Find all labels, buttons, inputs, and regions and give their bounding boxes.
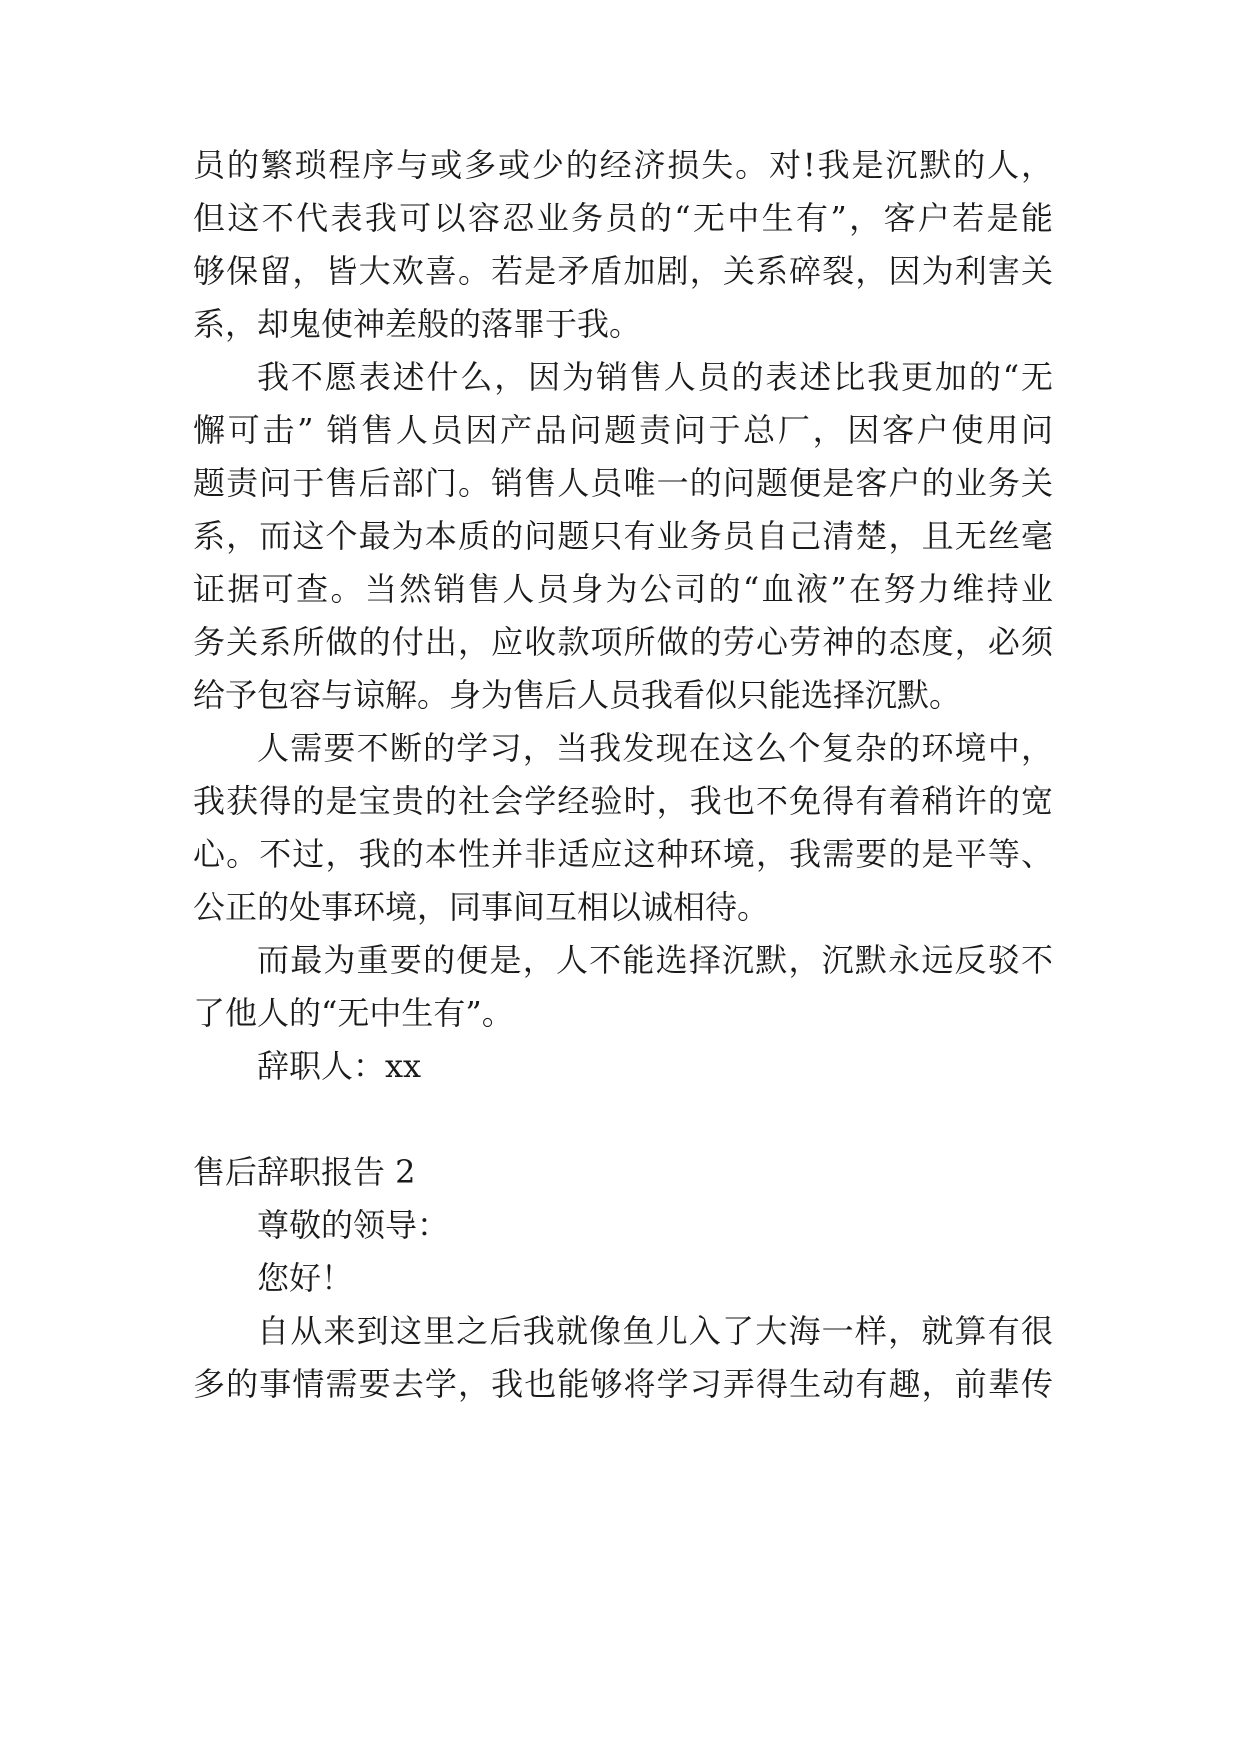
- text-line: 心。不过，我的本性并非适应这种环境，我需要的是平等、: [193, 835, 1053, 873]
- section-title: 售后辞职报告 2: [193, 1153, 416, 1191]
- text-line: 自从来到这里之后我就像鱼儿入了大海一样，就算有很: [257, 1312, 1053, 1350]
- text-line: 证据可查。当然销售人员身为公司的“血液”在努力维持业: [193, 570, 1053, 608]
- text-line: 人需要不断的学习，当我发现在这么个复杂的环境中，: [257, 729, 1053, 767]
- salutation: 尊敬的领导：: [257, 1206, 450, 1244]
- text-line: 而最为重要的便是，人不能选择沉默，沉默永远反驳不: [257, 941, 1053, 979]
- text-line: 系，却鬼使神差般的落罪于我。: [193, 305, 642, 343]
- text-line: 公正的处事环境，同事间互相以诚相待。: [193, 888, 770, 926]
- greeting: 您好！: [257, 1259, 354, 1297]
- text-line: 了他人的“无中生有”。: [193, 994, 514, 1032]
- text-line: 但这不代表我可以容忍业务员的“无中生有”，客户若是能: [193, 199, 1053, 237]
- text-line: 系，而这个最为本质的问题只有业务员自己清楚，且无丝毫: [193, 517, 1053, 555]
- signature: 辞职人：xx: [257, 1047, 422, 1085]
- text-line: 我获得的是宝贵的社会学经验时，我也不免得有着稍许的宽: [193, 782, 1053, 820]
- text-line: 多的事情需要去学，我也能够将学习弄得生动有趣，前辈传: [193, 1365, 1053, 1403]
- text-line: 员的繁琐程序与或多或少的经济损失。对!我是沉默的人，: [193, 146, 1053, 184]
- text-line: 务关系所做的付出，应收款项所做的劳心劳神的态度，必须: [193, 623, 1053, 661]
- text-line: 给予包容与谅解。身为售后人员我看似只能选择沉默。: [193, 676, 962, 714]
- text-line: 我不愿表述什么，因为销售人员的表述比我更加的“无: [257, 358, 1053, 396]
- text-line: 懈可击” 销售人员因产品问题责问于总厂，因客户使用问: [193, 411, 1053, 449]
- text-line: 题责问于售后部门。销售人员唯一的问题便是客户的业务关: [193, 464, 1053, 502]
- text-line: 够保留，皆大欢喜。若是矛盾加剧，关系碎裂，因为利害关: [193, 252, 1053, 290]
